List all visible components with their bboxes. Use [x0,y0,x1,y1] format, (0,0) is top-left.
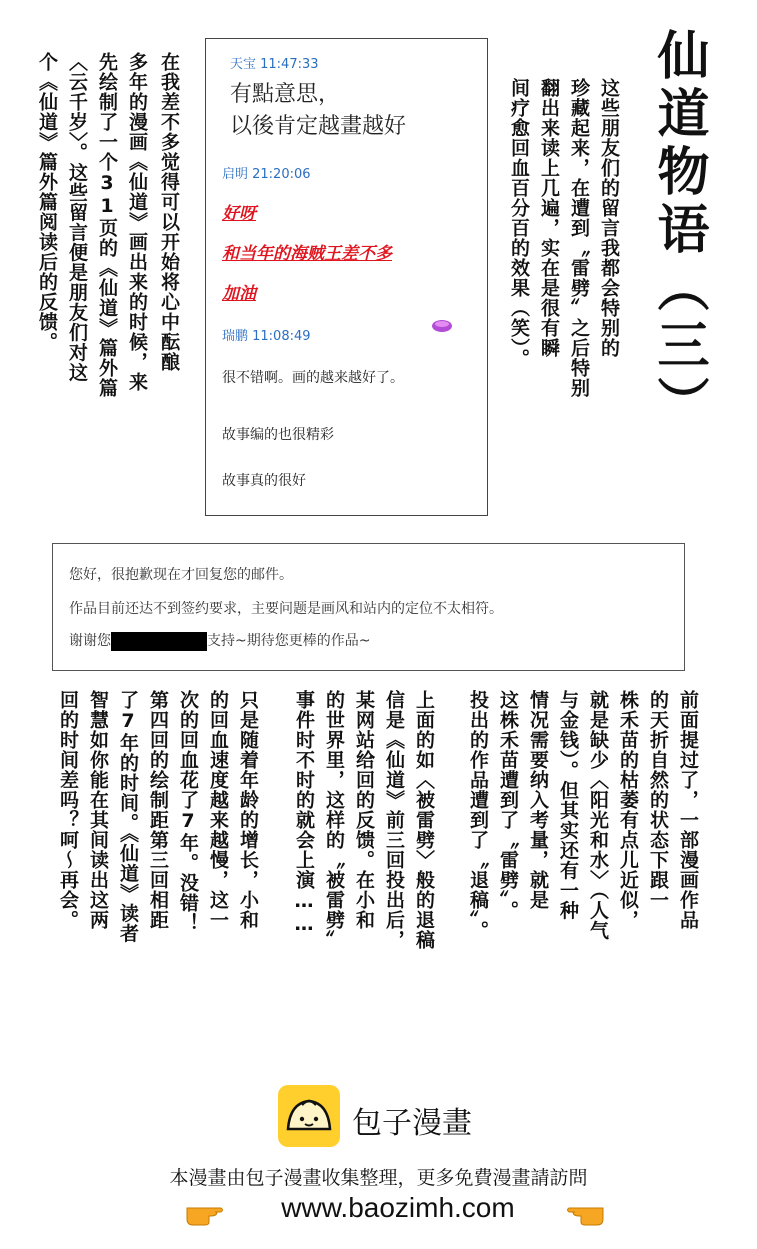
text-column: 就是缺少〈阳光和水〉（人气 [587,690,609,941]
chat-sender-time: 瑞鹏 11:08:49 [222,329,311,344]
email-line [69,630,370,651]
pointing-hand-right-icon [185,1198,225,1226]
text-column: 个《仙道》篇外篇阅读后的反馈。 [36,52,58,352]
text-column: 在我差不多觉得可以开始将心中酝酿 [158,52,180,372]
text-column: 株禾苗的枯萎有点儿近似， [617,690,639,930]
redaction-bar [111,632,207,651]
bun-icon [278,1085,340,1147]
site-url-link[interactable]: www.baozimh.com [281,1192,515,1223]
text-column: 这些朋友们的留言我都会特别的 [598,78,620,358]
text-column: 情况需要纳入考量，就是 [527,690,549,910]
text-column: 回的时间差吗？呵～再会。 [57,690,79,930]
pointing-hand-left-icon [565,1198,605,1226]
text-column: 信是《仙道》前三回投出后， [383,690,405,950]
text-column: 的天折自然的状态下跟一 [647,690,669,910]
footer-url-row [185,1192,605,1232]
email-closing: 支持~期待您更棒的作品~ [207,633,371,649]
text-column: 投出的作品遭到了〝退稿〞。 [467,690,489,941]
chat-message: 和当年的海贼王差不多 [222,244,392,264]
brand-name: 包子漫畫 [352,1106,472,1141]
text-column: 先绘制了一个31页的《仙道》篇外篇 [96,52,118,398]
chat-screenshot-panel [205,38,488,516]
text-column: 的回血速度越来越慢，这一 [207,690,229,930]
text-column: 只是随着年龄的增长，小和 [237,690,259,930]
chat-message: 好呀 [222,204,256,224]
text-column: 事件时不时的就会上演…… [293,690,315,936]
text-column: 上面的如〈被雷劈〉般的退稿 [413,690,435,950]
text-column: 珍藏起来，在遭到〝雷劈〞之后特别 [568,78,590,398]
text-column: 与金钱）。但其实还有一种 [557,690,579,921]
text-column: 多年的漫画《仙道》画出来的时候，来 [126,52,148,392]
footer-notice: 本漫畫由包子漫畫收集整理，更多免費漫畫請訪問 [169,1167,588,1189]
text-column: 次的回血花了7年。没错！ [177,690,199,933]
text-column: 〈云千岁〉。这些留言便是朋友们对这 [66,52,88,383]
text-column: 间疗愈回血百分百的效果（笑）。 [508,78,530,369]
text-column: 前面提过了，一部漫画作品 [677,690,699,930]
chat-message: 故事真的很好 [222,473,306,489]
text-column: 了7年的时间。《仙道》读者 [117,690,139,944]
chat-message: 有點意思， [230,82,341,107]
chat-message: 故事编的也很精彩 [222,427,334,443]
text-column: 智慧如你能在其间读出这两 [87,690,109,930]
chat-message: 以後肯定越畫越好 [230,114,407,139]
email-thanks: 谢谢您 [69,633,111,649]
text-column: 的世界里，这样的〝被雷劈〞 [323,690,345,950]
text-column: 第四回的绘制距第三回相距 [147,690,169,930]
text-column: 某网站给回的反馈。在小和 [353,690,375,930]
text-column: 这株禾苗遭到了〝雷劈〞。 [497,690,519,921]
page-title: 仙道物语（三） [648,28,709,434]
text-column: 翻出来读上几遍，实在是很有瞬 [538,78,560,358]
rejection-email-box [52,543,685,671]
chat-sender-time: 启明 21:20:06 [222,167,311,182]
chat-sender-time: 天宝 11:47:33 [230,57,319,72]
chat-message: 加油 [222,284,256,304]
baozi-logo [278,1085,340,1147]
email-line: 作品目前还达不到签约要求，主要问题是画风和站内的定位不太相符。 [69,601,503,617]
chat-message: 很不错啊。画的越来越好了。 [222,370,404,386]
emoji-icon [431,319,453,333]
email-line: 您好，很抱歉现在才回复您的邮件。 [69,567,293,583]
